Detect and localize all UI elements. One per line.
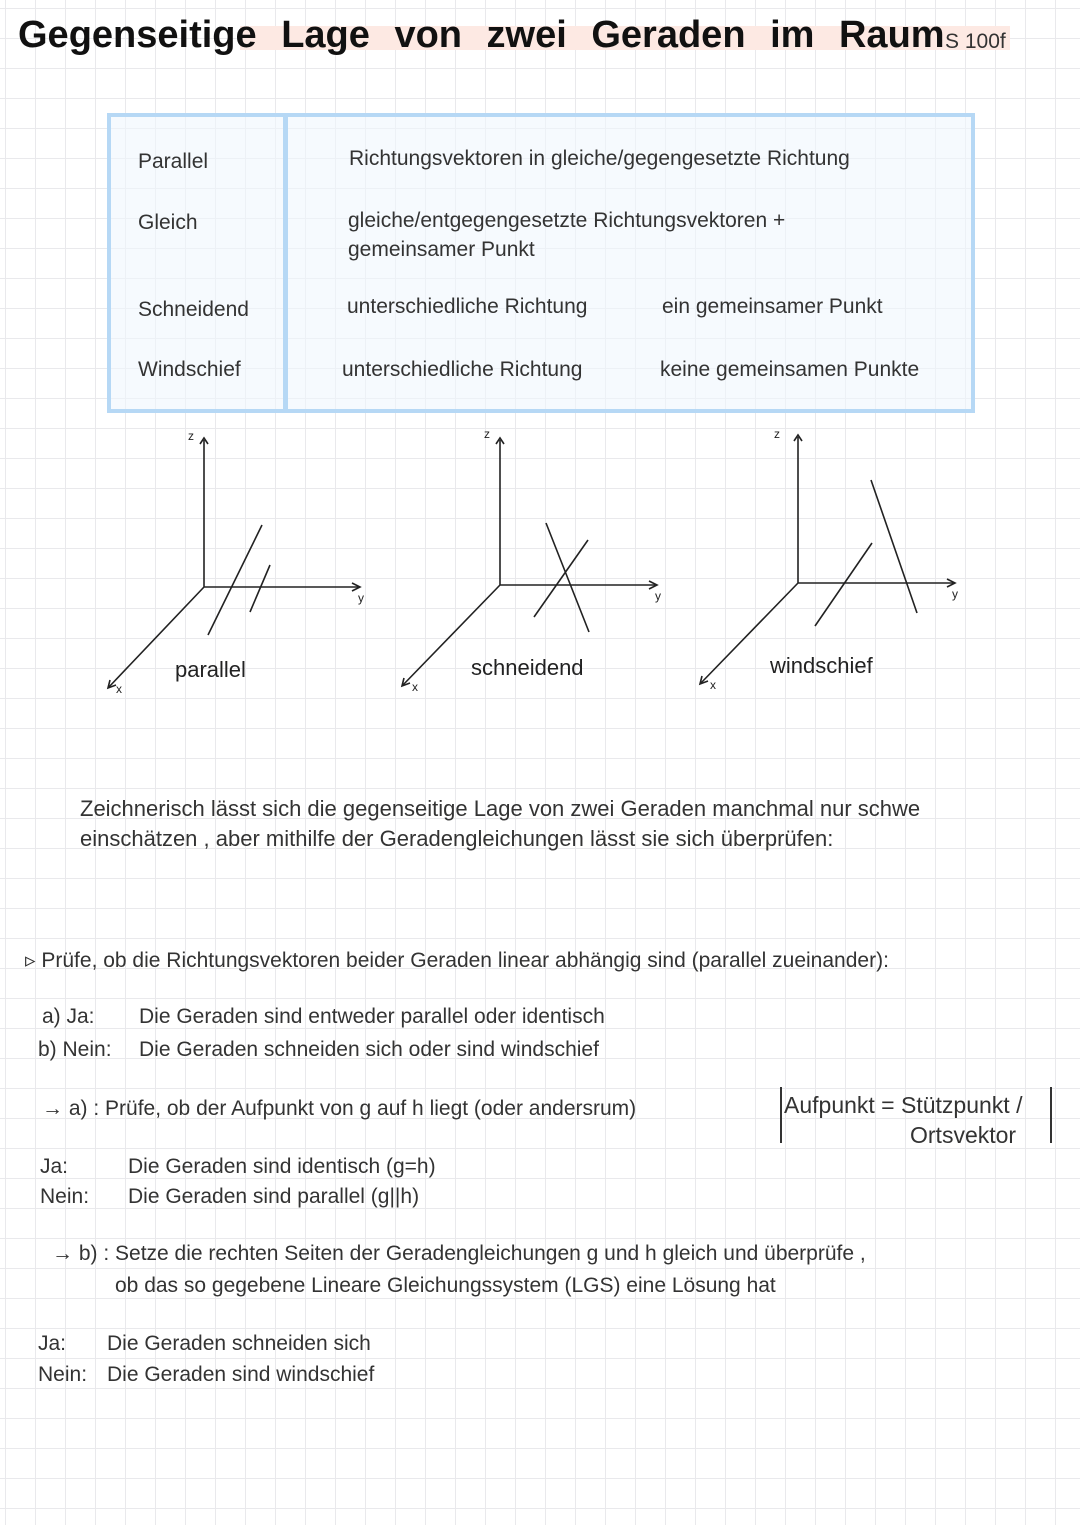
term-schneidend: Schneidend (138, 298, 249, 321)
desc-schneidend: unterschiedliche Richtung (347, 295, 588, 318)
note-line-2: Ortsvektor (910, 1122, 1017, 1148)
diagram-label-schneidend: schneidend (471, 655, 584, 680)
step-1: ▹ Prüfe, ob die Richtungsvektoren beider Geraden linear abhängig sind (parallel zueinander): (25, 949, 889, 972)
term-windschief: Windschief (138, 358, 241, 381)
step-a: → a) : Prüfe, ob der Aufpunkt von g auf h liegt (oder andersrum) (42, 1097, 637, 1120)
intro-line-2: einschätzen , aber mithilfe der Geradengleichungen lässt sie sich überprüfen: (80, 826, 834, 851)
term-parallel: Parallel (138, 150, 209, 173)
x-label: x (710, 678, 716, 692)
x-label: x (412, 680, 418, 694)
b-nein-text: Die Geraden sind windschief (107, 1363, 375, 1386)
intro-line-1: Zeichnerisch lässt sich die gegenseitige Lage von zwei Geraden manchmal nur schwe (80, 796, 921, 821)
y-label: y (655, 589, 661, 603)
diagram-label-windschief: windschief (770, 653, 873, 678)
z-label: z (188, 429, 194, 443)
step-b-1: → b) : Setze die rechten Seiten der Geradengleichungen g und h gleich und überprüfe , (52, 1242, 866, 1265)
b-nein-key: Nein: (38, 1363, 88, 1386)
x-label: x (116, 682, 122, 696)
a-nein-text: Die Geraden sind parallel (g||h) (128, 1185, 420, 1208)
desc-windschief: unterschiedliche Richtung (342, 358, 583, 381)
a-nein-key: Nein: (40, 1185, 90, 1208)
a-ja-key: Ja: (40, 1155, 69, 1178)
desc-schneidend-b: ein gemeinsamer Punkt (662, 295, 883, 318)
skew-lines (815, 480, 917, 626)
diagrams (0, 0, 1080, 720)
intersecting-lines (534, 523, 589, 632)
b-text: Die Geraden schneiden sich oder sind windschief (139, 1038, 599, 1061)
a-key: a) Ja: (42, 1005, 95, 1028)
z-label: z (484, 427, 490, 441)
diagram-label-parallel: parallel (175, 657, 246, 682)
page-reference: S 100f (945, 30, 1006, 53)
y-label: y (358, 591, 364, 605)
desc-windschief-b: keine gemeinsamen Punkte (660, 358, 920, 381)
diagram-schneidend (402, 438, 657, 686)
z-label: z (774, 427, 780, 441)
axes (108, 440, 360, 688)
term-gleich: Gleich (138, 211, 198, 234)
b-ja-text: Die Geraden schneiden sich (107, 1332, 371, 1355)
b-key: b) Nein: (38, 1038, 112, 1061)
desc-parallel: Richtungsvektoren in gleiche/gegengesetzte Richtung (349, 147, 850, 170)
a-text: Die Geraden sind entweder parallel oder identisch (139, 1005, 605, 1028)
desc-gleich: gleiche/entgegengesetzte Richtungsvektoren + (348, 209, 786, 232)
parallel-lines (208, 525, 270, 635)
page-title: Gegenseitige Lage von zwei Geraden im Raum (18, 14, 945, 56)
step-b-2: ob das so gegebene Lineare Gleichungssystem (LGS) eine Lösung hat (115, 1274, 776, 1297)
note-line-1: Aufpunkt = Stützpunkt / (784, 1092, 1023, 1118)
diagram-parallel (108, 438, 360, 688)
y-label: y (952, 587, 958, 601)
diagram-windschief (700, 435, 955, 684)
a-ja-text: Die Geraden sind identisch (g=h) (128, 1155, 436, 1178)
b-ja-key: Ja: (38, 1332, 67, 1355)
desc-gleich-2: gemeinsamer Punkt (348, 238, 535, 261)
